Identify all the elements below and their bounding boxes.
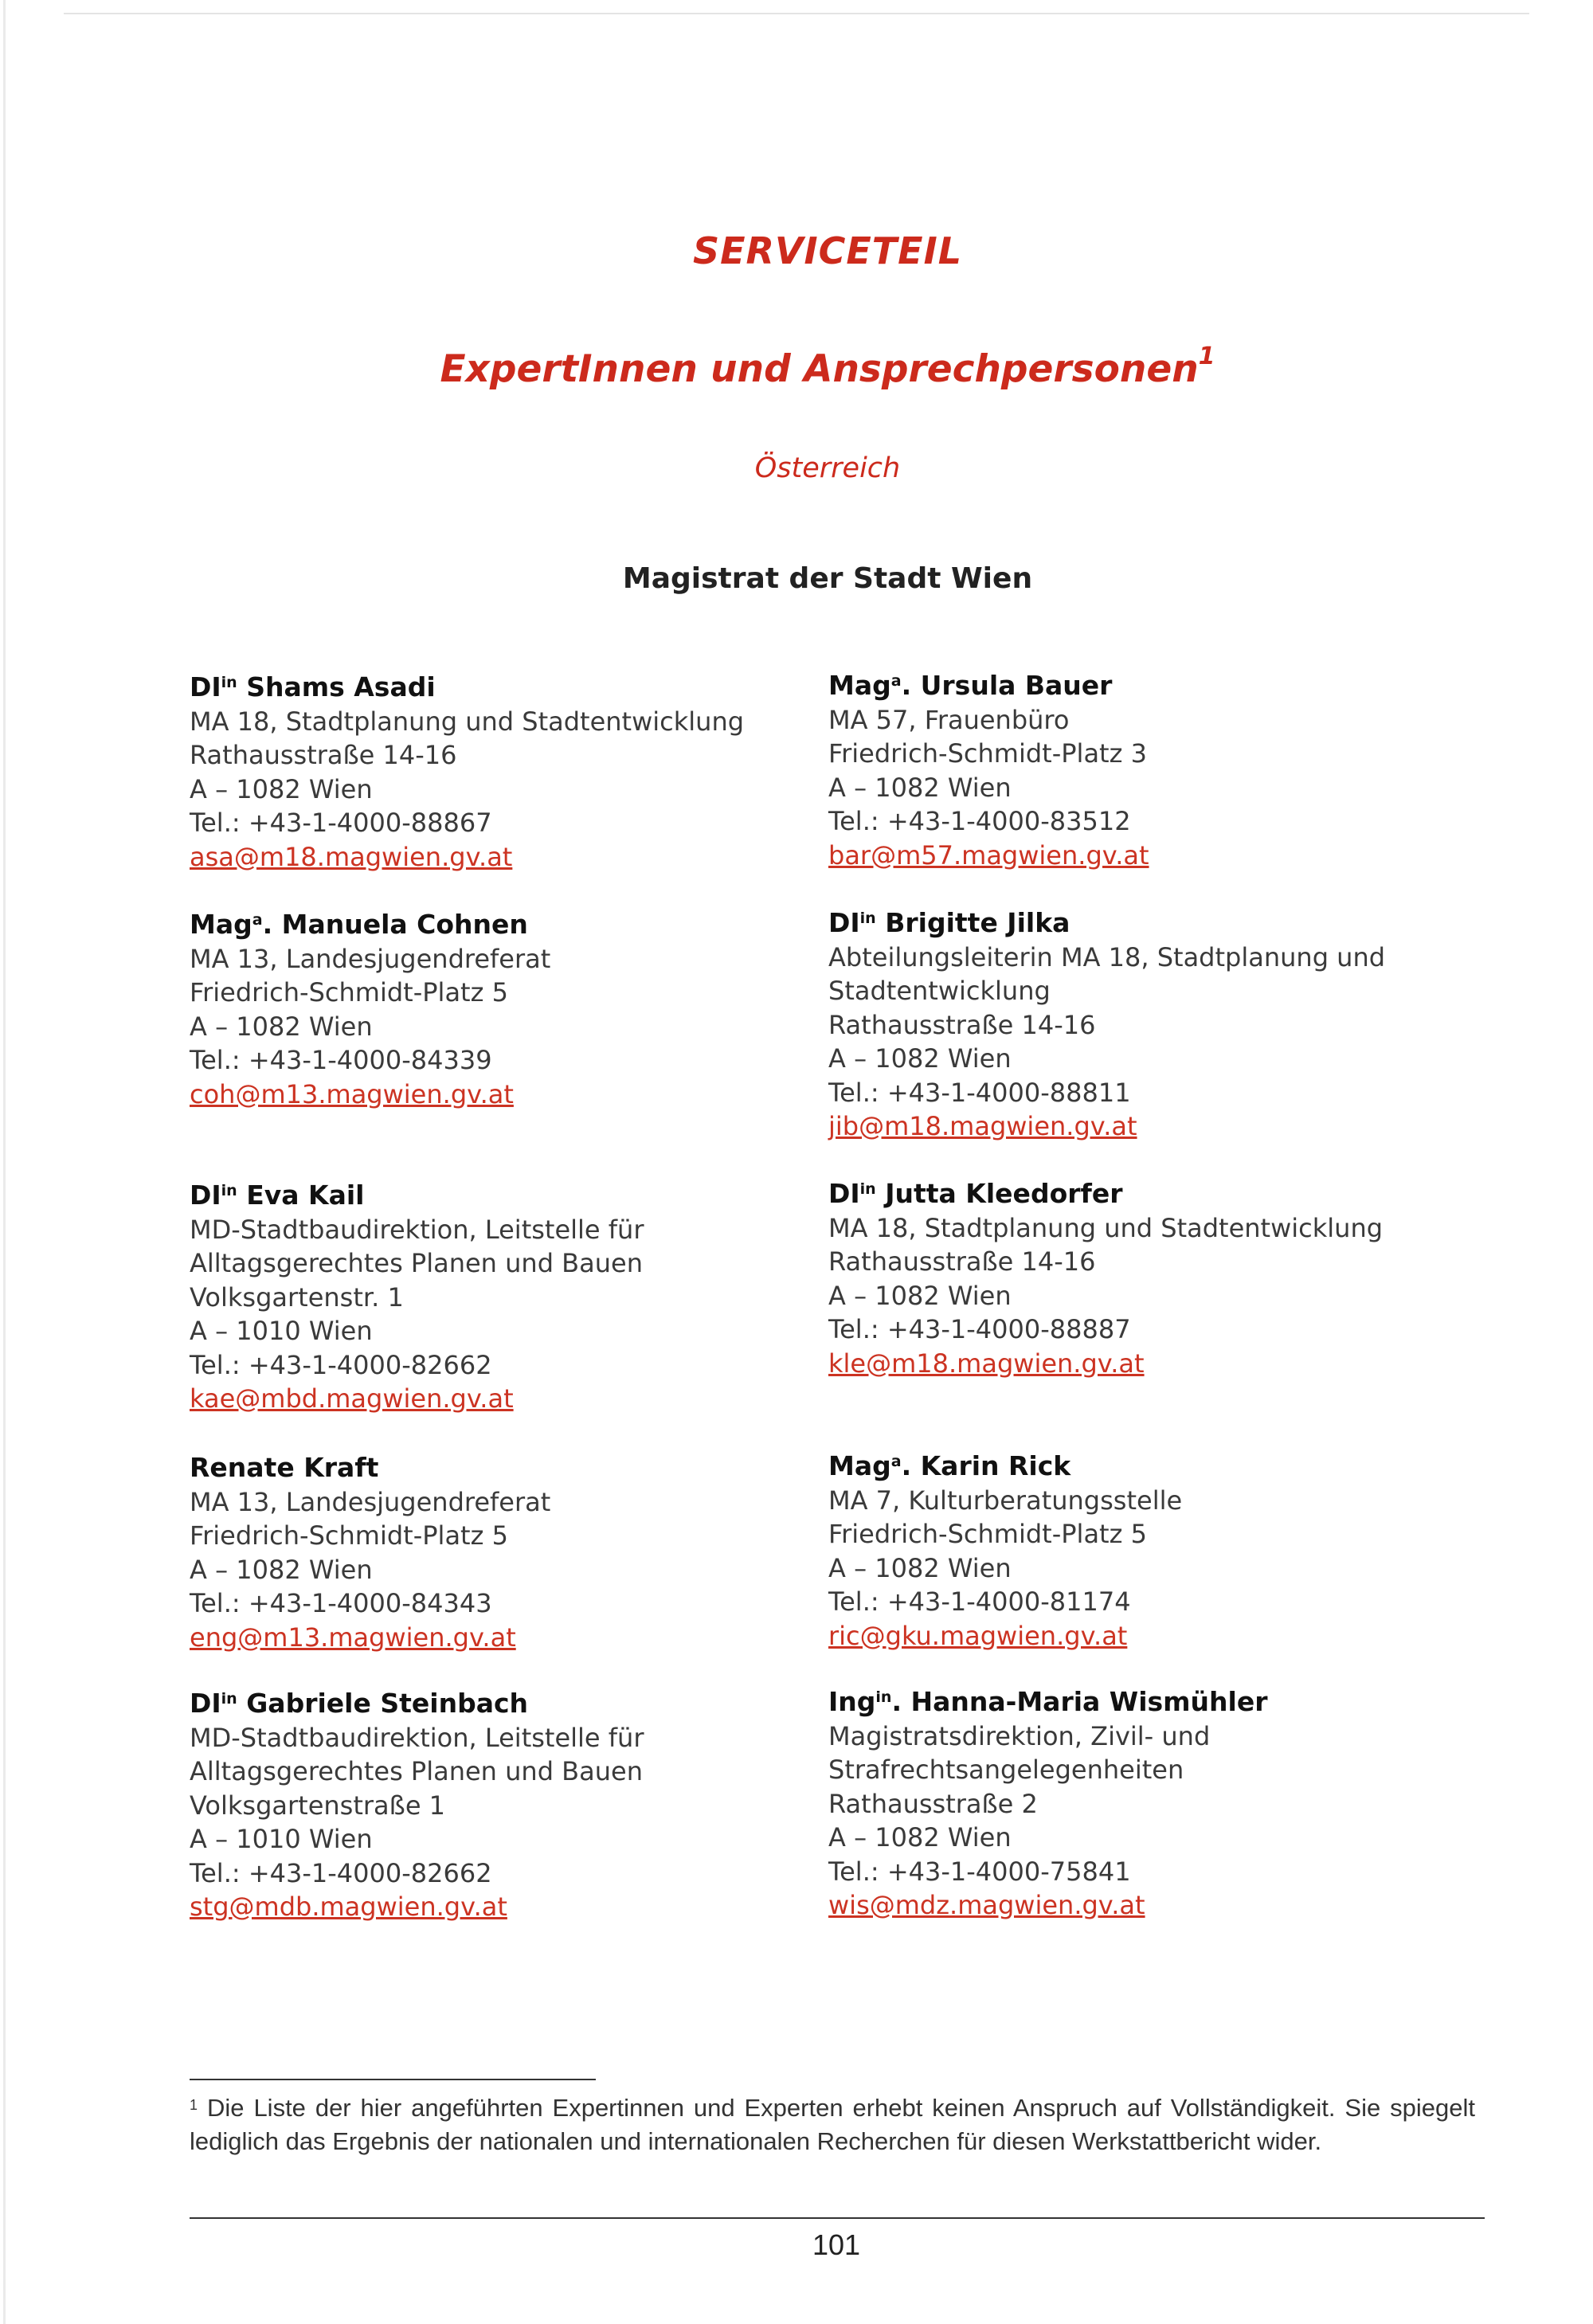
- contact-name: Mag$^a$. Manuela Cohnen: [190, 909, 528, 940]
- contact-city: A – 1082 Wien: [828, 1822, 1012, 1853]
- contact-email-link[interactable]: bar@m57.magwien.gv.at: [828, 839, 1149, 871]
- contact-name: $DI^{in}$ Gabriele Steinbach: [190, 1688, 529, 1719]
- contact-name: $DI^{in}$ Eva Kail: [190, 1180, 365, 1211]
- contact-department: MA 7, Kulturberatungsstelle: [828, 1485, 1183, 1516]
- contact-city: A – 1082 Wien: [828, 1552, 1012, 1583]
- contact-street: Rathausstraße 14-16: [190, 740, 457, 770]
- country-heading: Österreich: [754, 452, 901, 484]
- contact-street: Friedrich-Schmidt-Platz 5: [190, 977, 508, 1007]
- page-number: 101: [812, 2228, 861, 2261]
- contact-name: $DI^{in}$ Shams Asadi: [190, 671, 436, 702]
- contact-department: MD-Stadtbaudirektion, Leitstelle für: [190, 1214, 644, 1245]
- contact-name: $DI^{in}$ Brigitte Jilka: [828, 907, 1070, 938]
- contact-city: A – 1010 Wien: [190, 1316, 373, 1346]
- contact-city: A – 1082 Wien: [828, 772, 1012, 803]
- contact-city: A – 1082 Wien: [828, 1043, 1012, 1074]
- contact-email-link[interactable]: asa@m18.magwien.gv.at: [190, 841, 513, 872]
- contact-street: Rathausstraße 2: [828, 1788, 1038, 1819]
- contact-name: $DI^{in}$ Jutta Kleedorfer: [828, 1178, 1123, 1209]
- contact-phone: Tel.: +43-1-4000-82662: [190, 1349, 492, 1380]
- contact-street: Friedrich-Schmidt-Platz 5: [190, 1520, 508, 1551]
- contact-name: Mag$^a$. Ursula Bauer: [828, 670, 1113, 701]
- contact-card: [828, 1450, 1434, 1653]
- contact-phone: Tel.: +43-1-4000-88867: [190, 808, 492, 838]
- contact-email-link[interactable]: kae@mbd.magwien.gv.at: [190, 1383, 514, 1414]
- contact-city: A – 1082 Wien: [828, 1280, 1012, 1311]
- contact-department-cont: Alltagsgerechtes Planen und Bauen: [190, 1756, 643, 1786]
- contact-phone: Tel.: +43-1-4000-82662: [190, 1857, 492, 1888]
- contact-department-cont: Strafrechtsangelegenheiten: [828, 1755, 1184, 1785]
- section-subtitle: [0, 342, 1593, 391]
- contact-card: [190, 908, 795, 1111]
- footnote-divider: [190, 2079, 596, 2080]
- contact-email-link[interactable]: stg@mdb.magwien.gv.at: [190, 1892, 507, 1922]
- contact-department-cont: Stadtentwicklung: [828, 976, 1051, 1006]
- contact-phone: Tel.: +43-1-4000-75841: [828, 1856, 1131, 1887]
- subtitle-text: ExpertInnen und Ansprechpersonen: [440, 347, 1199, 391]
- subtitle-footnote-ref[interactable]: 1: [1198, 342, 1215, 370]
- contact-phone: Tel.: +43-1-4000-84343: [190, 1588, 492, 1618]
- contact-card: [828, 906, 1434, 1144]
- contact-department: Abteilungsleiterin MA 18, Stadtplanung und: [828, 941, 1386, 972]
- contact-phone: Tel.: +43-1-4000-88887: [828, 1314, 1131, 1344]
- footnote: [190, 2091, 1475, 2158]
- contact-name: Mag$^a$. Karin Rick: [828, 1450, 1071, 1481]
- contact-email-link[interactable]: wis@mdz.magwien.gv.at: [828, 1890, 1145, 1920]
- contact-phone: Tel.: +43-1-4000-83512: [828, 806, 1131, 836]
- contact-card: [828, 669, 1434, 872]
- contact-city: A – 1010 Wien: [190, 1824, 373, 1854]
- contact-department: MA 57, Frauenbüro: [828, 704, 1070, 735]
- contact-card: [828, 1177, 1434, 1380]
- contact-phone: Tel.: +43-1-4000-84339: [190, 1045, 492, 1075]
- contact-department: MD-Stadtbaudirektion, Leitstelle für: [190, 1722, 644, 1753]
- footnote-text: Die Liste der hier angeführten Expertinnen und Experten erhebt keinen Anspruch auf Vollständigkeit. Sie spiegelt lediglich das Ergebnis der nationalen und internationalen Recherchen für diesen Werkstattbericht wider.: [190, 2094, 1475, 2155]
- page-top-edge: [64, 13, 1529, 14]
- contact-department: MA 18, Stadtplanung und Stadtentwicklung: [828, 1212, 1384, 1243]
- contact-street: Rathausstraße 14-16: [828, 1009, 1096, 1040]
- contact-email-link[interactable]: ric@gku.magwien.gv.at: [828, 1620, 1128, 1651]
- contact-card: [190, 671, 795, 874]
- contact-card: [190, 1687, 795, 1924]
- contact-street: Volksgartenstraße 1: [190, 1790, 446, 1821]
- contact-street: Friedrich-Schmidt-Platz 3: [828, 738, 1147, 769]
- contact-email-link[interactable]: kle@m18.magwien.gv.at: [828, 1348, 1145, 1379]
- footnote-number: 1: [190, 2097, 198, 2113]
- contact-city: A – 1082 Wien: [190, 1554, 373, 1585]
- contact-city: A – 1082 Wien: [190, 773, 373, 804]
- footer-divider: [190, 2217, 1485, 2219]
- contact-department: MA 18, Stadtplanung und Stadtentwicklung: [190, 706, 745, 737]
- contact-card: [190, 1451, 795, 1654]
- contact-name: Renate Kraft: [190, 1452, 379, 1483]
- contact-department: MA 13, Landesjugendreferat: [190, 943, 551, 974]
- contact-department-cont: Alltagsgerechtes Planen und Bauen: [190, 1248, 643, 1278]
- contact-phone: Tel.: +43-1-4000-88811: [828, 1077, 1131, 1108]
- contact-name: Ing$^{in}$. Hanna-Maria Wismühler: [828, 1686, 1268, 1717]
- contact-email-link[interactable]: eng@m13.magwien.gv.at: [190, 1622, 516, 1653]
- contact-city: A – 1082 Wien: [190, 1011, 373, 1042]
- contact-department: MA 13, Landesjugendreferat: [190, 1486, 551, 1517]
- page-title: SERVICETEIL: [692, 229, 963, 272]
- contact-email-link[interactable]: coh@m13.magwien.gv.at: [190, 1078, 514, 1109]
- contact-email-link[interactable]: jib@m18.magwien.gv.at: [828, 1111, 1137, 1141]
- contact-street: Rathausstraße 14-16: [828, 1246, 1096, 1277]
- contact-department: Magistratsdirektion, Zivil- und: [828, 1720, 1211, 1751]
- contact-phone: Tel.: +43-1-4000-81174: [828, 1587, 1131, 1617]
- organization-heading: Magistrat der Stadt Wien: [622, 562, 1033, 595]
- contact-street: Friedrich-Schmidt-Platz 5: [828, 1519, 1147, 1549]
- contact-card: [190, 1179, 795, 1416]
- contact-card: [828, 1685, 1434, 1923]
- contact-street: Volksgartenstr. 1: [190, 1281, 404, 1313]
